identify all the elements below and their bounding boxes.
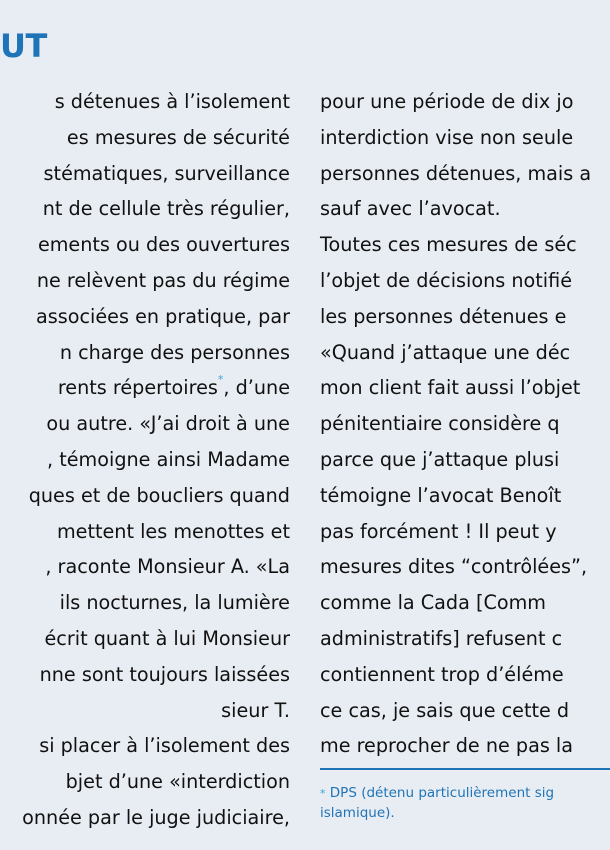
text-line: parce que j’attaque plusi — [320, 447, 560, 471]
text-fragment: rents répertoires — [57, 376, 218, 400]
footnote-text: DPS (détenu particulièrement sig — [325, 785, 555, 801]
text-line: mon client fait aussi l’objet — [320, 376, 581, 400]
text-line: associées en pratique, par — [36, 304, 290, 328]
footnote-marker: * — [320, 787, 326, 800]
text-fragment: , d’une — [223, 376, 290, 400]
text-line: sieur T. — [221, 698, 290, 722]
text-line: nt de cellule très régulier, — [42, 197, 290, 221]
text-line: es mesures de sécurité — [66, 125, 290, 149]
text-line: mettent les menottes et — [56, 519, 290, 543]
text-line: stématiques, surveillance — [43, 161, 290, 185]
text-line: , témoigne ainsi Madame — [47, 447, 290, 471]
text-line: contiennent trop d’éléme — [320, 662, 564, 686]
text-line: n charge des personnes — [59, 340, 290, 364]
text-line: pénitentiaire considère q — [320, 412, 560, 436]
text-line: pas forcément ! Il peut y — [320, 519, 557, 543]
text-line: me reprocher de ne pas la — [320, 734, 574, 758]
text-line: bjet d’une «interdiction — [65, 770, 290, 794]
text-line: , raconte Monsieur A. «La — [45, 555, 290, 579]
text-line: les personnes détenues e — [320, 304, 567, 328]
section-heading: UT — [0, 27, 47, 65]
right-text-column — [320, 84, 591, 764]
text-line: ques et de boucliers quand — [28, 483, 290, 507]
text-line: sauf avec l’avocat. — [320, 197, 501, 221]
text-line: mesures dites “contrôlées”, — [320, 555, 588, 579]
text-line: «Quand j’attaque une déc — [320, 340, 571, 364]
text-line: interdiction vise non seule — [320, 125, 574, 149]
footnote — [320, 784, 554, 822]
text-line: ements ou des ouvertures — [37, 233, 290, 257]
footnote-line — [320, 784, 554, 804]
text-line: écrit quant à lui Monsieur — [44, 626, 290, 650]
text-line: ils nocturnes, la lumière — [59, 591, 290, 615]
text-line: personnes détenues, mais a — [320, 161, 592, 185]
text-line: ne relèvent pas du régime — [36, 268, 290, 292]
text-line: s détenues à l’isolement — [54, 90, 290, 113]
text-line: l’objet de décisions notifié — [320, 268, 573, 292]
footnote-divider — [320, 768, 610, 770]
text-line — [22, 370, 290, 406]
footnote-line: islamique). — [320, 805, 395, 821]
text-line: administratifs] refusent c — [320, 626, 563, 650]
text-line: ce cas, je sais que cette d — [320, 698, 570, 722]
text-line: comme la Cada [Comm — [320, 591, 546, 615]
text-line: pour une période de dix jo — [320, 90, 574, 113]
text-line: si placer à l’isolement des — [39, 734, 290, 758]
text-line: onnée par le juge judiciaire, — [22, 805, 290, 829]
text-line: nne sont toujours laissées — [39, 662, 290, 686]
text-line: témoigne l’avocat Benoît — [320, 483, 562, 507]
footnote-marker: * — [217, 373, 224, 387]
text-line: ou autre. «J’ai droit à une — [46, 412, 290, 436]
text-line: Toutes ces mesures de séc — [320, 233, 577, 257]
left-text-column — [22, 84, 290, 836]
